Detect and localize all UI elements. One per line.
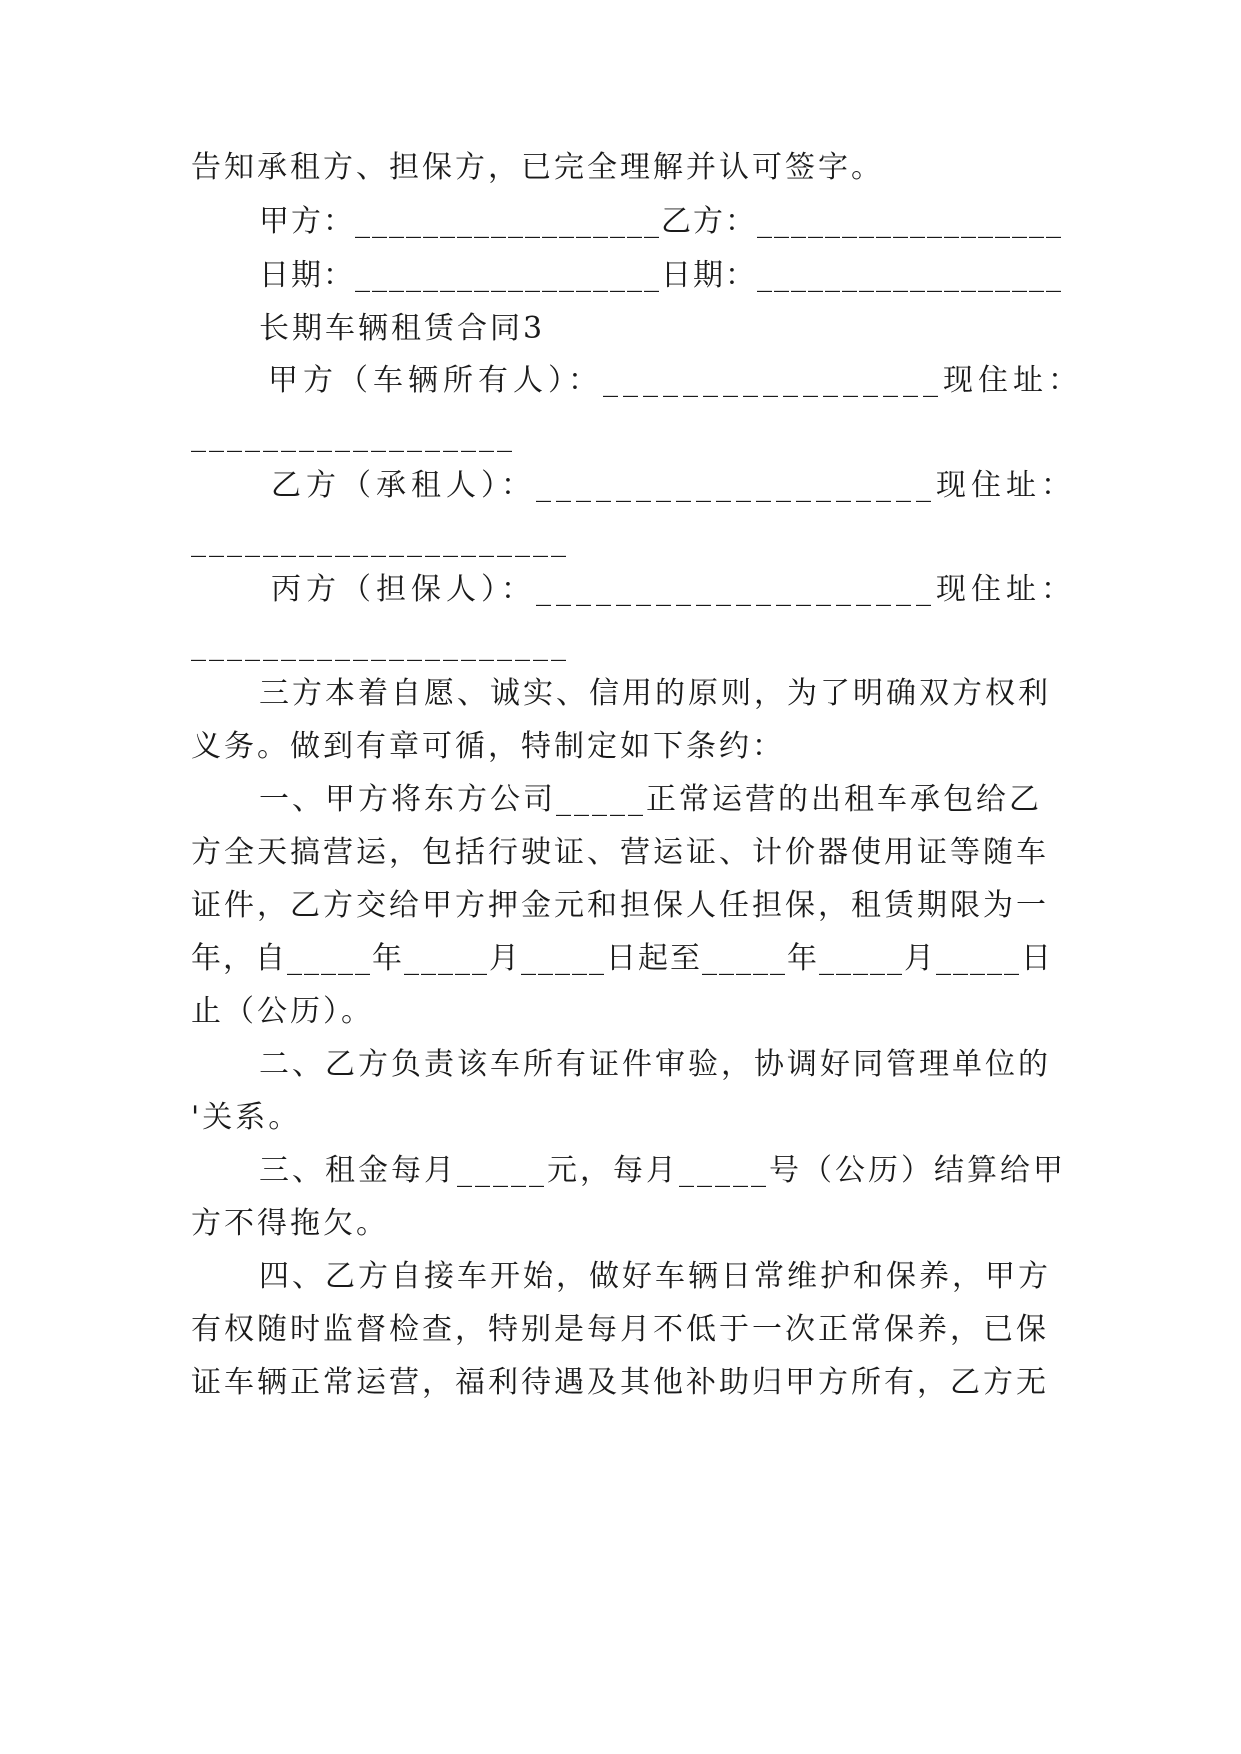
clause-1-line-2: 方全天搞营运，包括行驶证、营运证、计价器使用证等随车 [191, 835, 1049, 870]
text-line-1: 告知承租方、担保方，已完全理解并认可签字。 [191, 150, 884, 185]
signature-line-party-a-b: 甲方：__________________乙方：__________________ [259, 204, 1063, 239]
section-title: 长期车辆租赁合同3 [259, 311, 546, 346]
party-a-line: 甲方（车辆所有人）：_________________现住址： [268, 363, 1083, 398]
clause-1-line-5: 止（公历）。 [191, 994, 374, 1029]
party-b-address-blank: _____________________ [191, 523, 569, 558]
party-b-line: 乙方（承租人）：____________________现住址： [271, 468, 1076, 503]
party-a-address-blank: __________________ [191, 418, 515, 453]
clause-3-line-1: 三、租金每月_____元，每月_____号（公历）结算给甲 [259, 1153, 1066, 1188]
paragraph-intro-line-1: 三方本着自愿、诚实、信用的原则，为了明确双方权利 [259, 676, 1051, 711]
clause-4-line-2: 有权随时监督检查，特别是每月不低于一次正常保养，已保 [191, 1312, 1049, 1347]
clause-2-line-2: '关系。 [191, 1100, 302, 1135]
signature-line-dates: 日期：__________________日期：__________________ [259, 258, 1063, 293]
clause-1-line-4: 年，自_____年_____月_____日起至_____年_____月_____日 [191, 941, 1053, 976]
clause-3-line-2: 方不得拖欠。 [191, 1206, 389, 1241]
paragraph-intro-line-2: 义务。做到有章可循，特制定如下条约： [191, 729, 785, 764]
clause-1-line-1: 一、甲方将东方公司_____正常运营的出租车承包给乙 [259, 782, 1042, 817]
clause-2-line-1: 二、乙方负责该车所有证件审验，协调好同管理单位的 [259, 1047, 1051, 1082]
party-c-line: 丙方（担保人）：____________________现住址： [271, 572, 1076, 607]
clause-1-line-3: 证件，乙方交给甲方押金元和担保人任担保，租赁期限为一 [191, 888, 1049, 923]
clause-4-line-3: 证车辆正常运营，福利待遇及其他补助归甲方所有，乙方无 [191, 1365, 1049, 1400]
clause-4-line-1: 四、乙方自接车开始，做好车辆日常维护和保养，甲方 [259, 1259, 1051, 1294]
party-c-address-blank: _____________________ [191, 627, 569, 662]
